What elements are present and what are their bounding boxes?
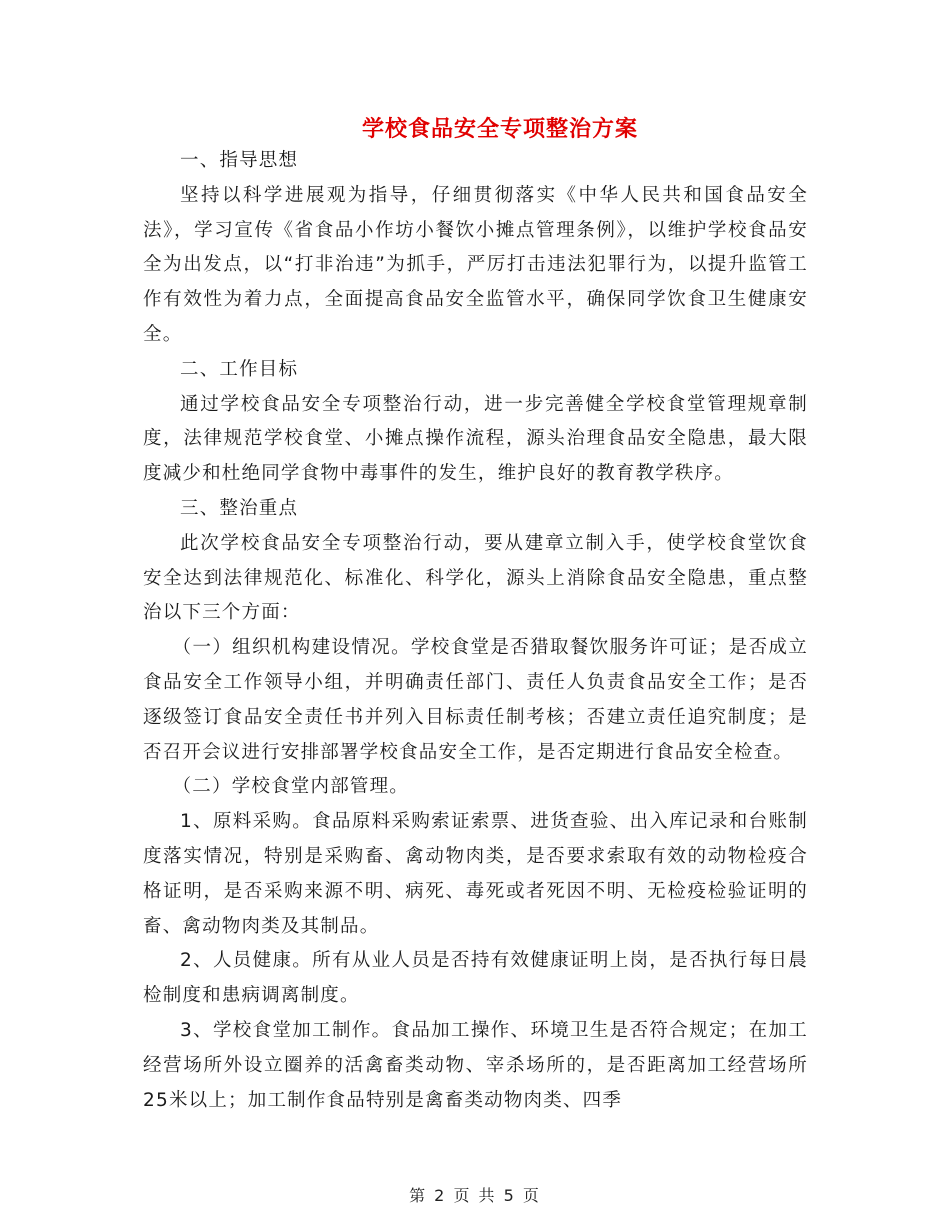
paragraph: （一）组织机构建设情况。学校食堂是否猎取餐饮服务许可证；是否成立食品安全工作领导小组，并明确责任部门、责任人负责食品安全工作；是否逐级签订食品安全责任书并列入目标责任制考核；否建立责任追究制度；是否召开会议进行安排部署学校食品安全工作，是否定期进行食品安全检查。 bbox=[143, 637, 808, 763]
document-title: 学校食品安全专项整治方案 bbox=[361, 117, 638, 142]
paragraph: 2、人员健康。所有从业人员是否持有效健康证明上岗，是否执行每日晨检制度和患病调离制度。 bbox=[143, 950, 808, 1007]
page-number: 第 2 页 共 5 页 bbox=[409, 1186, 541, 1205]
paragraph: 通过学校食品安全专项整治行动，进一步完善健全学校食堂管理规章制度，法律规范学校食堂、小摊点操作流程，源头治理食品安全隐患，最大限度减少和杜绝同学食物中毒事件的发生，维护良好的教育教学秩序。 bbox=[143, 393, 808, 485]
document-body bbox=[143, 144, 808, 1118]
section-heading: 一、指导思想 bbox=[180, 150, 299, 171]
paragraph: 3、学校食堂加工制作。食品加工操作、环境卫生是否符合规定；在加工经营场所外设立圈养的活禽畜类动物、宰杀场所的，是否距离加工经营场所25米以上；加工制作食品特别是禽畜类动物肉类、四季 bbox=[143, 1019, 808, 1111]
subsection-heading: （二）学校食堂内部管理。 bbox=[172, 776, 409, 798]
section-heading: 二、工作目标 bbox=[180, 358, 299, 380]
paragraph: 坚持以科学进展观为指导，仔细贯彻落实《中华人民共和国食品安全法》，学习宣传《省食品小作坊小餐饮小摊点管理条例》，以维护学校食品安全为出发点，以“打非治违”为抓手，严厉打击违法犯罪行为，以提升监管工作有效性为着力点，全面提高食品安全监管水平，确保同学饮食卫生健康安全。 bbox=[143, 184, 808, 345]
paragraph: 此次学校食品安全专项整治行动，要从建章立制入手，使学校食堂饮食安全达到法律规范化、标准化、科学化，源头上消除食品安全隐患，重点整治以下三个方面： bbox=[143, 532, 808, 624]
paragraph: 1、原料采购。食品原料采购索证索票、进货查验、出入库记录和台账制度落实情况，特别是采购畜、禽动物肉类，是否要求索取有效的动物检疫合格证明，是否采购来源不明、病死、毒死或者死因不明、无检疫检验证明的畜、禽动物肉类及其制品。 bbox=[143, 811, 808, 937]
section-heading: 三、整治重点 bbox=[180, 497, 299, 519]
